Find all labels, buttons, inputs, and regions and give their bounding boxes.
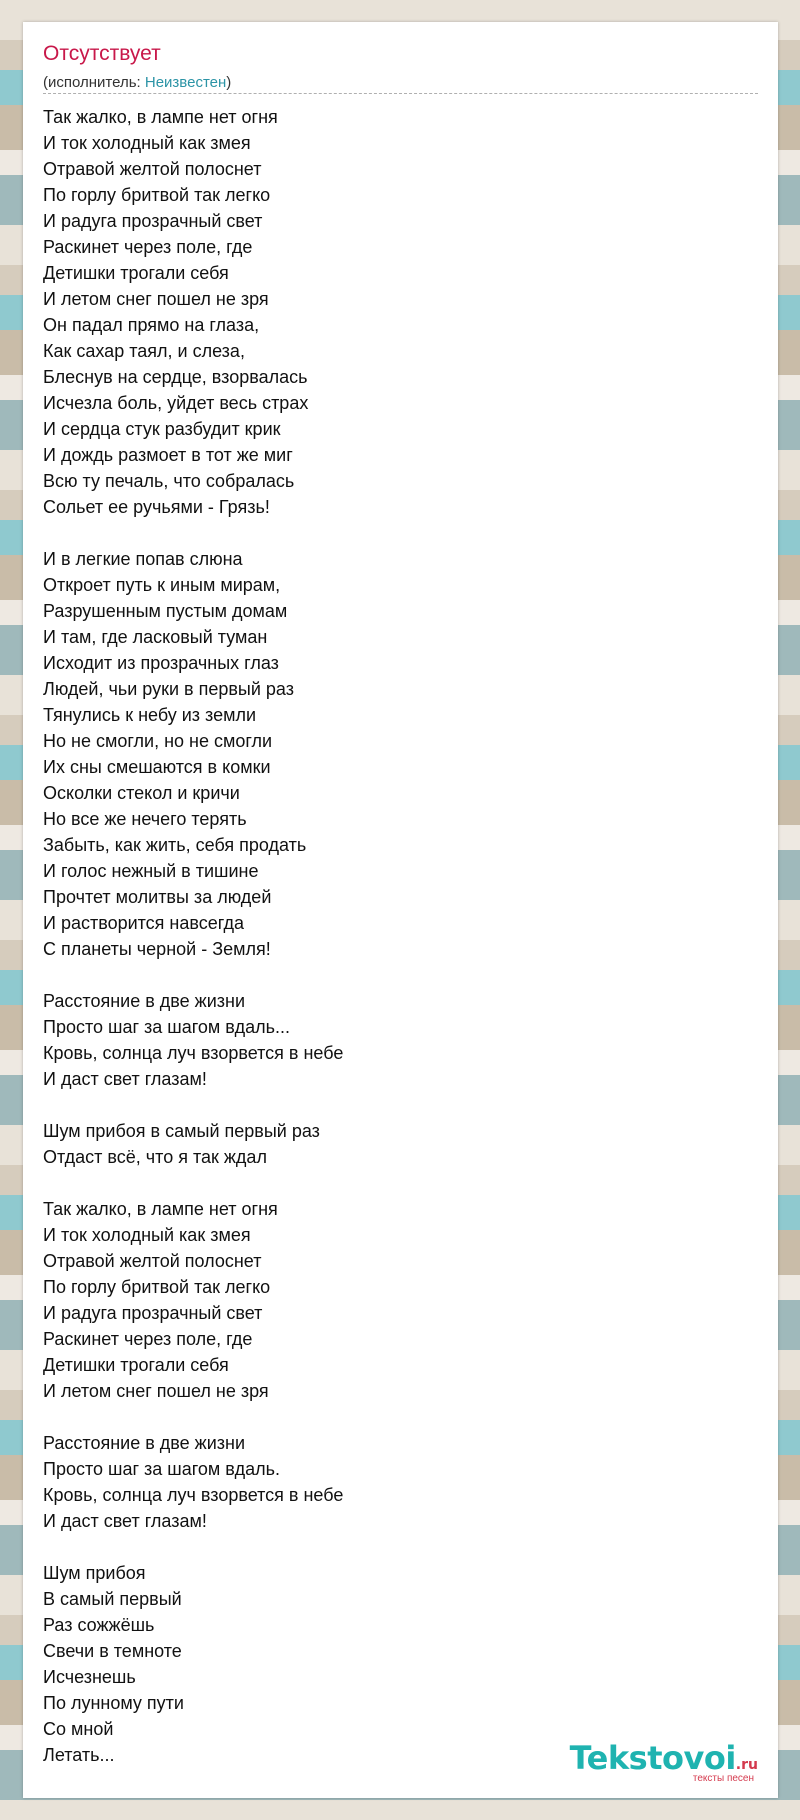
lyric-line: И летом снег пошел не зря	[43, 289, 269, 309]
lyric-line: Отравой желтой полоснет	[43, 159, 262, 179]
lyric-line: Раскинет через поле, где	[43, 1329, 253, 1349]
lyric-line: Людей, чьи руки в первый раз	[43, 679, 294, 699]
lyric-line: По горлу бритвой так легко	[43, 1277, 271, 1297]
lyric-line: Исходит из прозрачных глаз	[43, 653, 279, 673]
lyric-line: По лунному пути	[43, 1693, 184, 1713]
lyric-line: Забыть, как жить, себя продать	[43, 835, 307, 855]
lyric-line: Но не смогли, но не смогли	[43, 731, 273, 751]
lyric-line: Просто шаг за шагом вдаль.	[43, 1459, 281, 1479]
lyric-line: Отдаст всё, что я так ждал	[43, 1147, 267, 1167]
lyric-line: Расстояние в две жизни	[43, 1433, 246, 1453]
lyric-line: И ток холодный как змея	[43, 133, 251, 153]
lyric-line: Блеснув на сердце, взорвалась	[43, 367, 308, 387]
lyric-line: Кровь, солнца луч взорвется в небе	[43, 1043, 344, 1063]
stanza-break	[43, 1404, 758, 1430]
stanza-break	[43, 1092, 758, 1118]
stanza-break	[43, 520, 758, 546]
lyric-line: И растворится навсегда	[43, 913, 245, 933]
lyric-line: И дождь размоет в тот же миг	[43, 445, 293, 465]
lyric-line: Расстояние в две жизни	[43, 991, 246, 1011]
lyric-line: Раскинет через поле, где	[43, 237, 253, 257]
lyrics-card	[23, 22, 778, 1798]
logo-name: Tekstovoi	[569, 1739, 736, 1777]
lyric-line: И там, где ласковый туман	[43, 627, 268, 647]
lyrics-body	[43, 104, 758, 1768]
lyric-line: Но все же нечего терять	[43, 809, 247, 829]
lyric-line: Прочтет молитвы за людей	[43, 887, 272, 907]
artist-prefix: (исполнитель:	[43, 74, 145, 91]
stanza-break	[43, 1534, 758, 1560]
lyric-line: Кровь, солнца луч взорвется в небе	[43, 1485, 344, 1505]
lyric-line: И ток холодный как змея	[43, 1225, 251, 1245]
lyric-line: С планеты черной - Земля!	[43, 939, 271, 959]
artist-suffix: )	[226, 74, 232, 91]
lyric-line: Их сны смешаются в комки	[43, 757, 271, 777]
lyric-line: Просто шаг за шагом вдаль...	[43, 1017, 291, 1037]
lyric-line: Раз сожжёшь	[43, 1615, 155, 1635]
logo-domain: .ru	[735, 1757, 758, 1773]
lyric-line: Откроет путь к иным мирам,	[43, 575, 281, 595]
lyric-line: И голос нежный в тишине	[43, 861, 259, 881]
lyric-line: Так жалко, в лампе нет огня	[43, 1199, 278, 1219]
lyric-line: По горлу бритвой так легко	[43, 185, 271, 205]
lyric-line: Шум прибоя в самый первый раз	[43, 1121, 320, 1141]
lyric-line: Исчезнешь	[43, 1667, 136, 1687]
lyric-line: Как сахар таял, и слеза,	[43, 341, 245, 361]
lyric-line: Тянулись к небу из земли	[43, 705, 257, 725]
lyric-line: Детишки трогали себя	[43, 1355, 229, 1375]
stanza-break	[43, 1170, 758, 1196]
song-title: Отсутствует	[43, 42, 161, 65]
lyric-line: В самый первый	[43, 1589, 182, 1609]
lyric-line: Со мной	[43, 1719, 114, 1739]
lyric-line: Сольет ее ручьями - Грязь!	[43, 497, 270, 517]
lyric-line: Отравой желтой полоснет	[43, 1251, 262, 1271]
lyric-line: Всю ту печаль, что собралась	[43, 471, 295, 491]
logo-tagline: тексты песен	[692, 1773, 754, 1784]
lyric-line: Разрушенным пустым домам	[43, 601, 288, 621]
site-logo[interactable]	[570, 1739, 758, 1784]
title-divider	[43, 93, 758, 94]
artist-link[interactable]: Неизвестен	[144, 74, 227, 91]
lyric-line: И сердца стук разбудит крик	[43, 419, 281, 439]
lyric-line: Он падал прямо на глаза,	[43, 315, 260, 335]
lyric-line: Летать...	[43, 1745, 115, 1765]
lyric-line: И летом снег пошел не зря	[43, 1381, 269, 1401]
lyric-line: И даст свет глазам!	[43, 1069, 207, 1089]
lyric-line: Так жалко, в лампе нет огня	[43, 107, 278, 127]
lyric-line: И радуга прозрачный свет	[43, 1303, 263, 1323]
artist-line	[43, 74, 231, 91]
lyric-line: Свечи в темноте	[43, 1641, 182, 1661]
lyric-line: Осколки стекол и кричи	[43, 783, 240, 803]
lyric-line: И даст свет глазам!	[43, 1511, 207, 1531]
lyric-line: И в легкие попав слюна	[43, 549, 243, 569]
lyric-line: Детишки трогали себя	[43, 263, 229, 283]
lyric-line: Исчезла боль, уйдет весь страх	[43, 393, 309, 413]
stanza-break	[43, 962, 758, 988]
lyric-line: Шум прибоя	[43, 1563, 146, 1583]
lyric-line: И радуга прозрачный свет	[43, 211, 263, 231]
